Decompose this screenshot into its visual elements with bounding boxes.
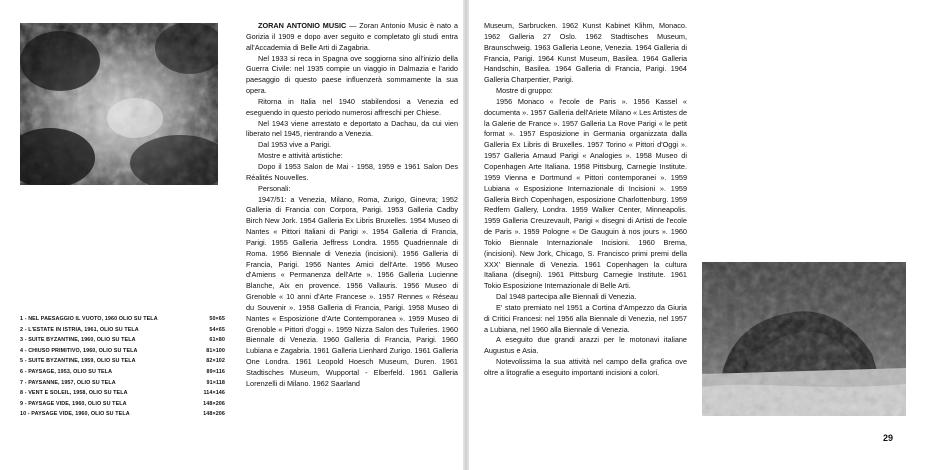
landscape-painting-image [702, 262, 906, 416]
caption-row [20, 346, 225, 357]
bio-intro-text: — Zoran Antonio Music è nato a Gorizia il 1909 e dopo aver seguito e completato gli studi entra all'Accademia di Belle Arti di Zagabria. [246, 21, 458, 52]
caption-row [20, 378, 225, 389]
painting-plate-landscape [702, 262, 906, 416]
caption-size: 54×65 [209, 326, 225, 333]
caption-title: 4 - CHIUSO PRIMITIVO, 1960, OLIO SU TELA [20, 347, 138, 354]
caption-size: 148×206 [203, 411, 225, 418]
bio-paragraph: Dal 1948 partecipa alle Biennali di Venezia. [496, 292, 637, 302]
caption-title: 1 - NEL PAESAGGIO IL VUOTO, 1960 OLIO SU TELA [20, 316, 158, 322]
section-label-mostre: Mostre e attività artistiche: [258, 151, 343, 161]
plate-captions-list [20, 314, 225, 420]
caption-title: 9 - PAYSAGE VIDE, 1960, OLIO SU TELA [20, 400, 127, 407]
section-label-group-shows: Mostre di gruppo: [496, 86, 553, 96]
caption-size: 61×80 [209, 337, 225, 344]
bio-paragraph: Dopo il 1953 Salon de Mai - 1958, 1959 e 1961 Salon Des Réalités Nouvelles. [246, 161, 458, 182]
caption-size: 81×100 [206, 347, 225, 354]
caption-row [20, 325, 225, 336]
biography-column-left [246, 21, 458, 390]
caption-title: 2 - L'ESTATE IN ISTRIA, 1961, OLIO SU TELA [20, 326, 139, 333]
group-exhibitions-text: 1956 Monaco « l'ecole de Paris ». 1956 Kassel « documenta ». 1957 Galleria dell'Ariete Milano « Les Artistes de la Galerie de France ». 1957 Galleria La Rove Parigi « le petit format ». 1957 Esposizione in Germania organizzata dalla Galleria Ex Libris di Bruxelles. 1957 Torino « Pittori d'Oggi ». 1957 Galleria Arnaud Parigi « Analogies ». 1958 Museo di Copenhagen Arte Italiana. 1958 Pittsburg, Carnegie Institute. 1959 Vienna e Dortmund « Pittori contemporanei ». 1959 Lubiana « Esposizione Internazionale di Incisioni ». 1959 Galleria Birch Copenhagen, esposizione Charlottenburg. 1959 Redfern Gallery, Londra. 1959 Walker Center, Minneapolis. 1959 Galleria Creuzevault, Parigi « disegni di Artisti de l'ecole de Paris ». 1959 Pologne « De Gauguin à nos jours ». 1960 Tokio Biennale Internazionale Incisioni. 1960 Brema, (incisioni). New Jork, Chicago, S. Francisco primi premi della XXX' Biennale di Venezia. 1961 Copenhagen la cultura Italiana (disegni). 1961 Pittsburg Carnegie Institute. 1961 Tokio Esposizione Internazionale di Belle Arti. [484, 96, 687, 291]
biography-column-right [484, 21, 687, 379]
bio-paragraph: Nel 1943 viene arrestato e deportato a Dachau, da cui vien liberato nel 1945, rientrando a Venezia. [246, 118, 458, 139]
caption-title: 3 - SUITE BYZANTINE, 1960, OLIO SU TELA [20, 337, 136, 344]
caption-title: 10 - PAYSAGE VIDE, 1960, OLIO SU TELA [20, 411, 130, 418]
caption-row [20, 356, 225, 367]
solo-exhibitions-continued: Museum, Sarbrucken. 1962 Kunst Kabinet Klihm, Monaco. 1962 Galleria 27 Oslo. 1962 Stadtisches Museum, Braunschweig. 1963 Galleria Leone, Venezia. 1964 Galleria di Francia, Parigi. 1964 Kunst Museum, Basilea. 1964 Galleria Handschin, Basilea. 1964 Galleria di Francia, Parigi. 1964 Galleria Charpentier, Parigi. [484, 21, 687, 85]
bio-paragraph: Dal 1953 vive a Parigi. [258, 140, 332, 150]
bio-intro-paragraph [246, 21, 458, 54]
bio-paragraph: Ritorna in Italia nel 1940 stabilendosi a Venezia ed eseguendo in questo periodo numerosi affreschi per Chiese. [246, 96, 458, 117]
caption-size: 148×206 [203, 400, 225, 407]
caption-row [20, 314, 225, 325]
caption-title: 6 - PAYSAGE, 1953, OLIO SU TELA [20, 368, 113, 375]
caption-row [20, 388, 225, 399]
caption-size: 114×146 [203, 390, 225, 397]
abstract-painting-image [20, 23, 218, 185]
painting-plate-abstract [20, 23, 218, 185]
caption-size: 91×118 [206, 379, 225, 386]
bio-paragraph: Notevolissima la sua attività nel campo della grafica ove oltre a litografie a eseguito importanti incisioni a colori. [484, 357, 687, 377]
caption-size: 82×102 [206, 358, 225, 365]
caption-title: 8 - VENT E SOLEIL, 1958, OLIO SU TELA [20, 390, 128, 397]
caption-size: 89×116 [206, 368, 225, 375]
page-number: 29 [883, 433, 894, 443]
section-label-personali: Personali: [258, 183, 291, 193]
caption-title: 5 - SUITE BYZANTINE, 1959, OLIO SU TELA [20, 358, 136, 365]
caption-size: 50×65 [209, 316, 225, 322]
bio-paragraph: Nel 1933 si reca in Spagna ove soggiorna sino all'inizio della Guerra Civile: nel 1935 compie un viaggio in Dalmazia e l'arido paesaggio di questo paese influenzerà sommamente la sua opera. [246, 53, 458, 96]
caption-row [20, 409, 225, 420]
book-gutter [463, 0, 469, 470]
bio-paragraph: A eseguito due grandi arazzi per le motonavi italiane Augustus e Asia. [484, 335, 687, 356]
caption-row [20, 335, 225, 346]
artist-name-heading: ZORAN ANTONIO MUSIC [258, 21, 347, 30]
caption-title: 7 - PAYSANNE, 1957, OLIO SU TELA [20, 379, 116, 386]
awards-paragraph: E' stato premiato nel 1951 a Cortina d'Ampezzo da Giuria di Critici Francesi: nel 1956 alla Biennale di Venezia, nel 1957 a Lubiana, nel 1960 alla Biennale di Venezia. [484, 302, 687, 334]
caption-row [20, 367, 225, 378]
caption-row [20, 399, 225, 410]
solo-exhibitions-text: 1947/51: a Venezia, Milano, Roma, Zurigo, Ginevra; 1952 Galleria di Francia con Corpora, Parigi. 1953 Galleria Cadby Birch New Jork. 1954 Galleria Ex Libris Bruxelles. 1954 Museo di Nantes « Pittori Italiani di Parigi ». 1954 Galleria di Francia, Parigi. 1955 Galleria Jeffress Londra. 1955 Quadriennale di Roma. 1956 Biennale di Venezia (incisioni). 1956 Galleria di Francia, Parigi. 1956 Nantes Amici dell'Arte. 1956 Museo d'Amiens « Permanenza dell'Arte ». 1956 Galleria Lucienne Blanche, Aix en provence. 1956 Vallauris. 1956 Museo di Grenoble « 10 anni d'Arte Francese ». 1957 Rennes « Réseau du Souvenir ». 1958 Galleria di Francia, Parigi. 1958 Museo di Nantes « Esposizione d'Arte Contemporanea ». 1959 Museo di Grenoble « Pittori d'oggi ». 1959 Nizza Salon des Tuileries. 1960 Biennale di Venezia. 1960 Galleria di Francia, Parigi. 1960 Lubiana e Zagabria. 1961 Galleria Lienhard Zurigo. 1961 Galleria One Londra. 1961 Leopold Hoesch Museum, Duren. 1961 Stadtisches Museum, Wupportal - Elberfeld. 1961 Galleria Lorenzelli di Milano. 1962 Saarland [246, 194, 458, 388]
